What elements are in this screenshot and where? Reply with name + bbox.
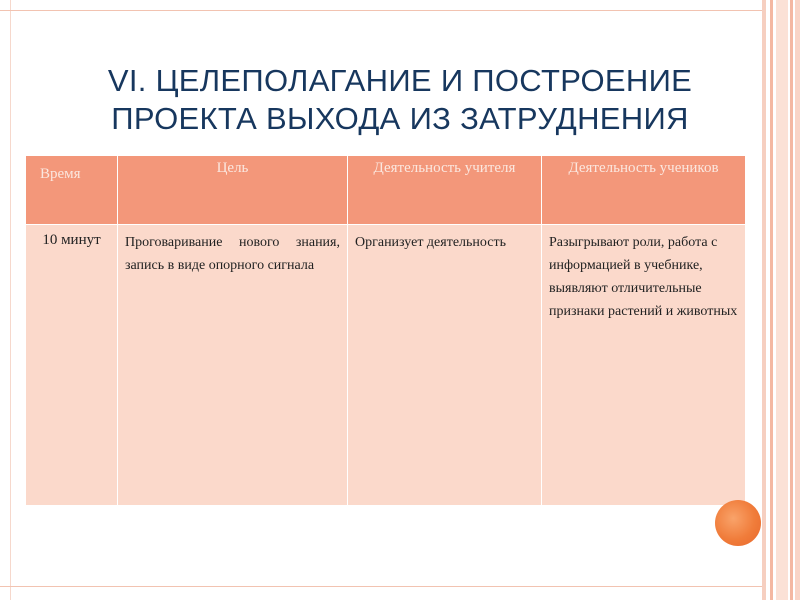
stripe [790, 0, 793, 600]
header-time: Время [26, 156, 118, 225]
frame-line-top [0, 10, 762, 11]
header-goal: Цель [118, 156, 348, 225]
cell-goal: Проговаривание нового знания, запись в виде опорного сигнала [118, 225, 348, 506]
stripe [795, 0, 800, 600]
cell-student-activity: Разыгрывают роли, работа с информацией в учебнике, выявляют отличительные признаки растений и животных [542, 225, 746, 506]
slide-title-line-1: VI. ЦЕЛЕПОЛАГАНИЕ И ПОСТРОЕНИЕ [107, 63, 693, 98]
frame-line-bottom [0, 586, 762, 587]
frame-line-left [10, 0, 11, 600]
decorative-stripes [762, 0, 800, 600]
stripe [776, 0, 788, 600]
header-teacher-activity: Деятельность учителя [348, 156, 542, 225]
table-header-row [26, 156, 746, 225]
slide-title [60, 62, 740, 138]
stripe [762, 0, 766, 600]
header-student-activity: Деятельность учеников [542, 156, 746, 225]
table-row [26, 225, 746, 506]
stripe [770, 0, 773, 600]
cell-teacher-activity: Организует деятельность [348, 225, 542, 506]
cell-time: 10 минут [26, 225, 118, 506]
slide-title-line-2: ПРОЕКТА ВЫХОДА ИЗ ЗАТРУДНЕНИЯ [111, 101, 689, 136]
lesson-stage-table [25, 155, 746, 506]
decorative-orange-circle [715, 500, 761, 546]
